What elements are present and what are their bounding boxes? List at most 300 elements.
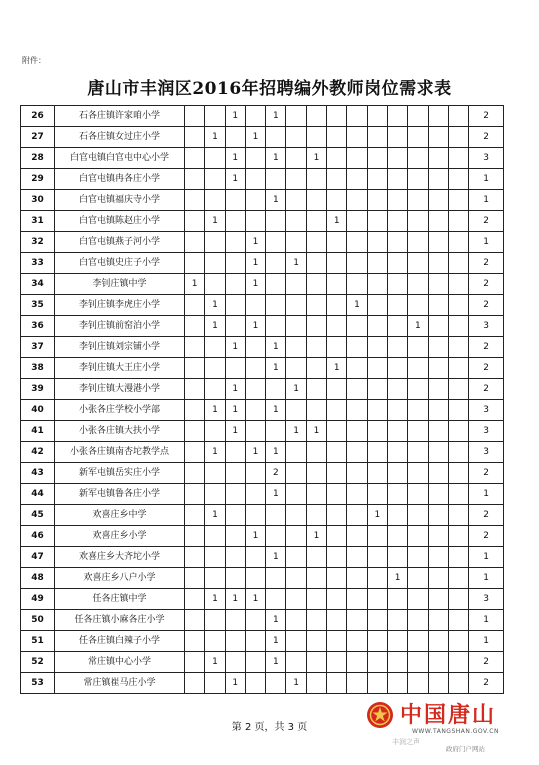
position-count-cell: 1	[266, 484, 286, 505]
position-count-cell	[387, 358, 407, 379]
position-count-cell: 1	[225, 400, 245, 421]
position-count-cell	[245, 463, 265, 484]
position-count-cell	[448, 673, 468, 694]
row-total: 2	[469, 106, 504, 127]
row-number: 49	[21, 589, 55, 610]
position-count-cell	[408, 631, 428, 652]
position-count-cell	[448, 568, 468, 589]
position-count-cell	[428, 106, 448, 127]
position-count-cell	[448, 253, 468, 274]
position-count-cell	[185, 568, 205, 589]
position-count-cell	[428, 211, 448, 232]
position-count-cell	[428, 463, 448, 484]
position-count-cell	[347, 652, 367, 673]
school-name: 白官屯镇燕子河小学	[55, 232, 185, 253]
position-count-cell	[306, 484, 326, 505]
position-count-cell	[428, 484, 448, 505]
position-count-cell	[327, 505, 347, 526]
position-count-cell	[347, 442, 367, 463]
position-count-cell	[205, 106, 225, 127]
row-total: 1	[469, 568, 504, 589]
position-count-cell	[245, 190, 265, 211]
row-total: 1	[469, 169, 504, 190]
position-count-cell	[306, 337, 326, 358]
position-count-cell	[185, 190, 205, 211]
table-row	[21, 526, 504, 547]
position-count-cell: 1	[266, 652, 286, 673]
position-count-cell	[185, 337, 205, 358]
position-count-cell	[205, 148, 225, 169]
school-name: 新军屯镇岳实庄小学	[55, 463, 185, 484]
position-count-cell	[225, 463, 245, 484]
position-count-cell: 1	[306, 148, 326, 169]
position-count-cell: 1	[225, 589, 245, 610]
position-count-cell	[306, 190, 326, 211]
row-number: 36	[21, 316, 55, 337]
table-row	[21, 463, 504, 484]
row-total: 2	[469, 526, 504, 547]
school-name: 白官屯镇史庄子小学	[55, 253, 185, 274]
position-count-cell	[408, 379, 428, 400]
position-count-cell	[387, 631, 407, 652]
position-count-cell	[408, 400, 428, 421]
position-count-cell	[225, 610, 245, 631]
position-count-cell	[185, 442, 205, 463]
position-count-cell: 1	[266, 547, 286, 568]
position-count-cell	[387, 190, 407, 211]
position-count-cell	[225, 358, 245, 379]
position-count-cell	[428, 148, 448, 169]
position-count-cell	[448, 652, 468, 673]
position-count-cell	[185, 631, 205, 652]
school-name: 石各庄镇许家咱小学	[55, 106, 185, 127]
position-count-cell	[205, 610, 225, 631]
position-count-cell	[428, 316, 448, 337]
position-count-cell	[448, 106, 468, 127]
position-count-cell	[347, 610, 367, 631]
position-count-cell	[306, 169, 326, 190]
position-count-cell: 1	[205, 589, 225, 610]
position-count-cell	[428, 631, 448, 652]
row-number: 42	[21, 442, 55, 463]
table-row	[21, 274, 504, 295]
position-count-cell	[448, 274, 468, 295]
position-count-cell	[408, 547, 428, 568]
position-count-cell	[367, 190, 387, 211]
row-number: 44	[21, 484, 55, 505]
position-count-cell	[367, 337, 387, 358]
position-count-cell	[347, 211, 367, 232]
table-row	[21, 484, 504, 505]
position-count-cell	[448, 631, 468, 652]
position-count-cell	[448, 442, 468, 463]
position-count-cell	[448, 547, 468, 568]
position-count-cell	[306, 568, 326, 589]
position-count-cell	[408, 358, 428, 379]
position-count-cell	[205, 253, 225, 274]
position-count-cell	[306, 631, 326, 652]
position-count-cell	[266, 421, 286, 442]
position-count-cell	[245, 484, 265, 505]
position-count-cell	[225, 442, 245, 463]
position-count-cell	[185, 211, 205, 232]
row-number: 37	[21, 337, 55, 358]
position-count-cell: 1	[205, 211, 225, 232]
position-count-cell	[367, 610, 387, 631]
position-count-cell: 1	[327, 211, 347, 232]
position-count-cell	[408, 421, 428, 442]
position-count-cell	[408, 274, 428, 295]
position-count-cell: 1	[205, 316, 225, 337]
position-count-cell	[245, 547, 265, 568]
position-count-cell	[266, 211, 286, 232]
position-count-cell	[327, 526, 347, 547]
position-count-cell	[185, 526, 205, 547]
position-count-cell	[327, 568, 347, 589]
position-count-cell	[387, 169, 407, 190]
row-total: 2	[469, 253, 504, 274]
row-number: 51	[21, 631, 55, 652]
position-count-cell	[266, 568, 286, 589]
row-total: 2	[469, 379, 504, 400]
position-count-cell	[266, 526, 286, 547]
row-total: 1	[469, 631, 504, 652]
position-count-cell	[347, 169, 367, 190]
position-count-cell	[387, 505, 407, 526]
position-count-cell	[387, 652, 407, 673]
position-count-cell	[306, 463, 326, 484]
table-row	[21, 232, 504, 253]
position-count-cell	[367, 589, 387, 610]
position-count-cell: 1	[286, 421, 306, 442]
position-count-cell	[327, 379, 347, 400]
position-count-cell	[448, 148, 468, 169]
attachment-label: 附件：	[22, 56, 46, 65]
row-total: 2	[469, 127, 504, 148]
school-name: 欢喜庄乡中学	[55, 505, 185, 526]
position-count-cell	[347, 253, 367, 274]
position-count-cell	[245, 400, 265, 421]
position-count-cell	[428, 169, 448, 190]
position-count-cell	[286, 484, 306, 505]
position-count-cell: 1	[245, 253, 265, 274]
position-count-cell	[428, 547, 448, 568]
position-count-cell	[306, 673, 326, 694]
position-count-cell	[428, 505, 448, 526]
position-count-cell	[266, 127, 286, 148]
position-count-cell: 1	[245, 232, 265, 253]
table-row	[21, 211, 504, 232]
position-count-cell	[367, 106, 387, 127]
position-count-cell	[448, 169, 468, 190]
table-row	[21, 253, 504, 274]
row-number: 39	[21, 379, 55, 400]
position-count-cell	[448, 190, 468, 211]
school-name: 白官屯镇陈赵庄小学	[55, 211, 185, 232]
school-name: 李钊庄镇大漫港小学	[55, 379, 185, 400]
position-count-cell	[327, 484, 347, 505]
position-count-cell	[367, 421, 387, 442]
position-count-cell	[408, 337, 428, 358]
position-count-cell	[185, 169, 205, 190]
position-count-cell	[185, 295, 205, 316]
table-row	[21, 673, 504, 694]
position-count-cell	[428, 589, 448, 610]
position-count-cell	[327, 316, 347, 337]
position-count-cell: 1	[286, 673, 306, 694]
position-count-cell	[225, 652, 245, 673]
school-name: 李钊庄镇大王庄小学	[55, 358, 185, 379]
position-count-cell	[306, 106, 326, 127]
row-number: 40	[21, 400, 55, 421]
row-number: 38	[21, 358, 55, 379]
row-number: 41	[21, 421, 55, 442]
position-count-cell	[286, 442, 306, 463]
position-count-cell: 1	[205, 400, 225, 421]
position-count-cell	[367, 673, 387, 694]
table-row	[21, 379, 504, 400]
position-count-cell	[387, 400, 407, 421]
row-total: 1	[469, 610, 504, 631]
position-count-cell	[448, 316, 468, 337]
position-count-cell	[245, 211, 265, 232]
row-total: 2	[469, 274, 504, 295]
position-count-cell	[245, 673, 265, 694]
position-count-cell	[225, 526, 245, 547]
position-count-cell	[185, 589, 205, 610]
position-count-cell	[245, 568, 265, 589]
row-number: 30	[21, 190, 55, 211]
table-row	[21, 442, 504, 463]
table-row	[21, 148, 504, 169]
position-count-cell	[408, 190, 428, 211]
table-row	[21, 169, 504, 190]
position-count-cell	[306, 505, 326, 526]
position-count-cell	[408, 211, 428, 232]
position-count-cell: 1	[266, 358, 286, 379]
position-count-cell	[347, 190, 367, 211]
position-count-cell	[185, 148, 205, 169]
position-count-cell	[205, 232, 225, 253]
row-total: 1	[469, 190, 504, 211]
position-count-cell	[387, 526, 407, 547]
position-count-cell	[327, 610, 347, 631]
position-count-cell: 1	[245, 316, 265, 337]
position-count-cell: 1	[245, 127, 265, 148]
school-name: 石各庄镇女过庄小学	[55, 127, 185, 148]
position-count-cell	[347, 358, 367, 379]
position-count-cell	[408, 505, 428, 526]
position-count-cell	[266, 274, 286, 295]
position-count-cell	[428, 358, 448, 379]
table-row	[21, 358, 504, 379]
position-count-cell	[408, 169, 428, 190]
position-count-cell	[266, 316, 286, 337]
position-count-cell	[367, 400, 387, 421]
position-count-cell	[286, 274, 306, 295]
position-count-cell	[306, 127, 326, 148]
position-count-cell	[185, 232, 205, 253]
position-count-cell	[327, 253, 347, 274]
school-name: 欢喜庄乡大齐坨小学	[55, 547, 185, 568]
position-count-cell	[367, 232, 387, 253]
row-total: 2	[469, 673, 504, 694]
position-count-cell	[185, 652, 205, 673]
position-count-cell	[367, 568, 387, 589]
position-count-cell	[185, 358, 205, 379]
position-count-cell	[347, 421, 367, 442]
position-count-cell	[266, 505, 286, 526]
row-total: 2	[469, 463, 504, 484]
position-count-cell	[327, 631, 347, 652]
position-count-cell: 1	[266, 610, 286, 631]
row-total: 3	[469, 148, 504, 169]
position-count-cell	[428, 526, 448, 547]
position-count-cell	[408, 589, 428, 610]
position-count-cell: 1	[266, 337, 286, 358]
position-count-cell: 1	[408, 316, 428, 337]
school-name: 李钊庄镇前窑泊小学	[55, 316, 185, 337]
school-name: 欢喜庄乡八户小学	[55, 568, 185, 589]
position-count-cell	[387, 547, 407, 568]
school-name: 白官屯镇白官屯中心小学	[55, 148, 185, 169]
position-count-cell	[205, 421, 225, 442]
position-count-cell	[347, 463, 367, 484]
position-count-cell	[225, 211, 245, 232]
position-count-cell	[327, 421, 347, 442]
position-count-cell	[387, 106, 407, 127]
position-count-cell	[448, 127, 468, 148]
row-total: 3	[469, 589, 504, 610]
position-count-cell	[306, 316, 326, 337]
row-number: 43	[21, 463, 55, 484]
position-count-cell	[387, 316, 407, 337]
position-count-cell	[448, 337, 468, 358]
position-count-cell	[327, 673, 347, 694]
row-number: 29	[21, 169, 55, 190]
row-total: 3	[469, 442, 504, 463]
position-count-cell	[428, 610, 448, 631]
position-count-cell	[408, 442, 428, 463]
position-count-cell	[367, 379, 387, 400]
position-count-cell	[448, 610, 468, 631]
position-count-cell	[367, 442, 387, 463]
position-count-cell: 1	[225, 337, 245, 358]
position-count-cell	[225, 484, 245, 505]
table-row	[21, 589, 504, 610]
position-count-cell: 1	[266, 631, 286, 652]
position-count-cell	[205, 547, 225, 568]
position-count-cell	[387, 379, 407, 400]
position-count-cell	[428, 421, 448, 442]
table-row	[21, 316, 504, 337]
position-count-cell	[266, 589, 286, 610]
position-count-cell	[448, 295, 468, 316]
row-total: 1	[469, 232, 504, 253]
position-count-cell	[245, 295, 265, 316]
position-count-cell: 1	[245, 589, 265, 610]
position-count-cell: 1	[367, 505, 387, 526]
row-total: 3	[469, 421, 504, 442]
position-count-cell	[327, 106, 347, 127]
position-count-cell	[367, 316, 387, 337]
position-count-cell	[205, 463, 225, 484]
position-count-cell	[205, 274, 225, 295]
table-body	[21, 106, 504, 694]
watermark-overlay: 丰润之声	[392, 738, 420, 746]
school-name: 小张各庄镇大扶小学	[55, 421, 185, 442]
position-count-cell	[428, 400, 448, 421]
position-count-cell	[306, 211, 326, 232]
position-count-cell	[205, 358, 225, 379]
position-count-cell	[367, 211, 387, 232]
position-count-cell	[367, 358, 387, 379]
position-count-cell	[327, 337, 347, 358]
position-count-cell: 1	[266, 190, 286, 211]
position-count-cell	[225, 127, 245, 148]
position-count-cell: 1	[245, 442, 265, 463]
position-count-cell	[408, 148, 428, 169]
position-count-cell: 1	[286, 379, 306, 400]
position-count-cell: 1	[225, 148, 245, 169]
position-count-cell	[347, 673, 367, 694]
position-count-cell	[408, 610, 428, 631]
school-name: 任各庄镇白辣子小学	[55, 631, 185, 652]
position-count-cell	[367, 652, 387, 673]
row-number: 50	[21, 610, 55, 631]
position-count-cell	[448, 400, 468, 421]
position-count-cell	[327, 463, 347, 484]
position-count-cell	[428, 652, 448, 673]
position-count-cell	[347, 274, 367, 295]
position-count-cell	[387, 463, 407, 484]
position-count-cell	[266, 169, 286, 190]
position-count-cell	[448, 358, 468, 379]
position-count-cell	[347, 589, 367, 610]
position-count-cell	[387, 127, 407, 148]
table-row	[21, 400, 504, 421]
position-count-cell	[367, 631, 387, 652]
position-count-cell	[286, 652, 306, 673]
school-name: 白官屯镇冉各庄小学	[55, 169, 185, 190]
row-number: 32	[21, 232, 55, 253]
position-count-cell	[225, 253, 245, 274]
position-count-cell	[428, 190, 448, 211]
row-number: 31	[21, 211, 55, 232]
position-count-cell	[205, 631, 225, 652]
position-count-cell	[205, 568, 225, 589]
position-count-cell: 1	[205, 652, 225, 673]
school-name: 常庄镇崔马庄小学	[55, 673, 185, 694]
position-count-cell	[185, 106, 205, 127]
school-name: 欢喜庄乡小学	[55, 526, 185, 547]
position-count-cell	[225, 547, 245, 568]
position-count-cell	[185, 547, 205, 568]
national-emblem-icon	[366, 701, 394, 729]
position-count-cell	[408, 652, 428, 673]
position-count-cell	[306, 589, 326, 610]
position-count-cell: 1	[266, 400, 286, 421]
position-count-cell	[245, 610, 265, 631]
position-count-cell	[347, 568, 367, 589]
row-total: 3	[469, 400, 504, 421]
position-count-cell	[245, 379, 265, 400]
row-number: 35	[21, 295, 55, 316]
position-count-cell	[245, 169, 265, 190]
position-count-cell	[306, 652, 326, 673]
position-count-cell	[185, 505, 205, 526]
position-count-cell: 1	[205, 505, 225, 526]
